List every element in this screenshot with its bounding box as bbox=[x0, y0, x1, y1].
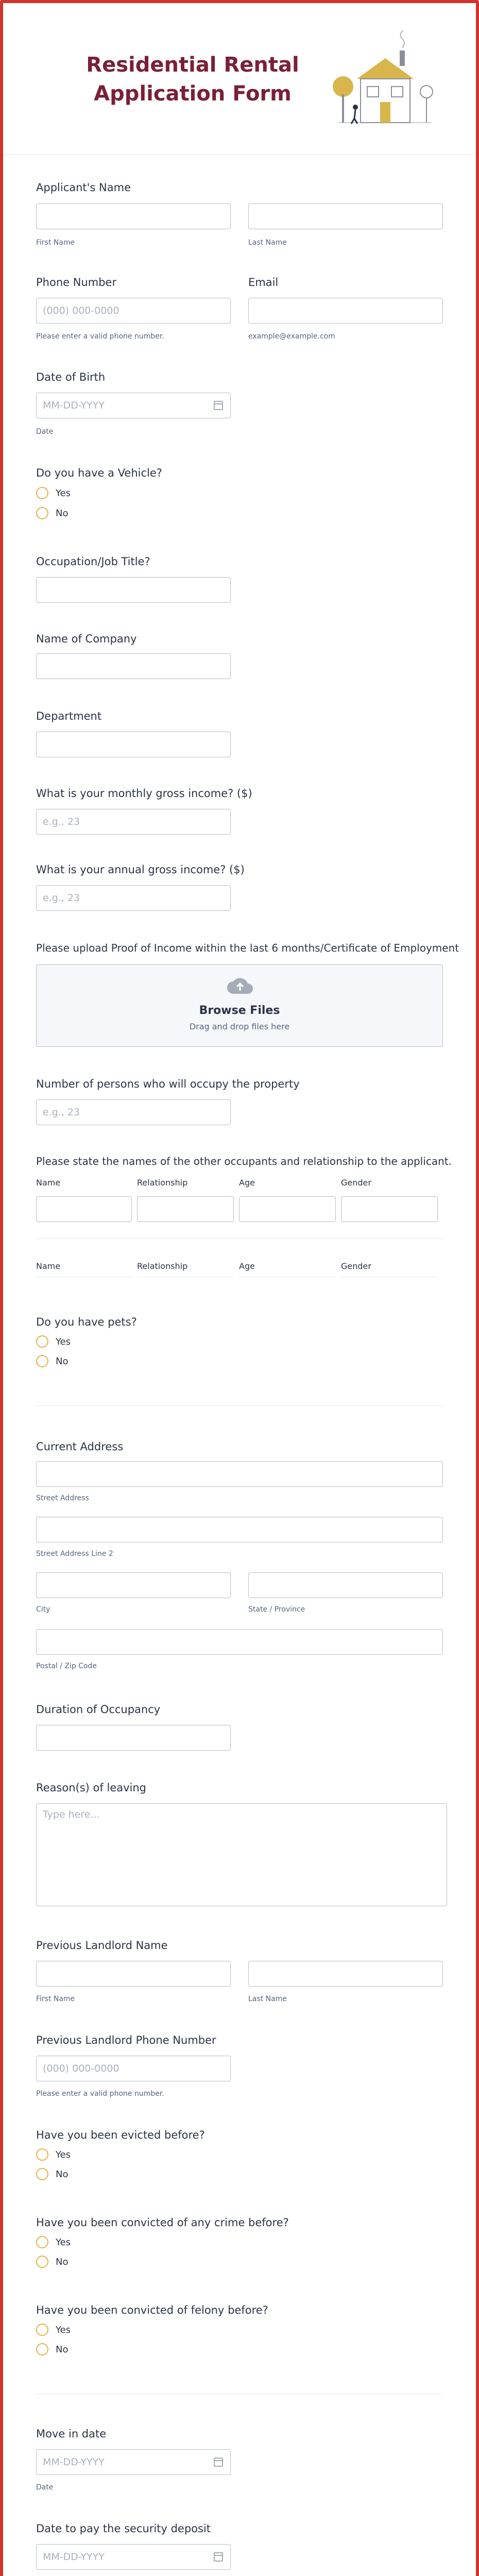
dob-input[interactable] bbox=[36, 393, 231, 418]
street-input[interactable] bbox=[36, 1461, 443, 1487]
radio-circle-icon bbox=[36, 2168, 48, 2180]
postal-sublabel: Postal / Zip Code bbox=[36, 1662, 97, 1670]
deposit-input[interactable] bbox=[36, 2544, 231, 2570]
radio-label: No bbox=[56, 507, 69, 519]
radio-circle-icon bbox=[36, 2324, 48, 2336]
felony-no-radio[interactable] bbox=[36, 2343, 68, 2355]
movein-label: Move in date bbox=[36, 2428, 107, 2440]
state-input[interactable] bbox=[248, 1572, 443, 1598]
dob-sublabel: Date bbox=[36, 428, 54, 436]
occupation-label: Occupation/Job Title? bbox=[36, 555, 150, 568]
radio-circle-icon bbox=[36, 507, 48, 519]
monthly-income-input[interactable]: e.g., 23 bbox=[36, 809, 231, 835]
landlord-phone-label: Previous Landlord Phone Number bbox=[36, 2034, 216, 2046]
evicted-yes-radio[interactable] bbox=[36, 2148, 71, 2161]
last-name-input[interactable] bbox=[248, 204, 443, 229]
reason-label: Reason(s) of leaving bbox=[36, 1782, 146, 1794]
landlord-last-sublabel: Last Name bbox=[248, 1995, 287, 2003]
calendar-icon[interactable] bbox=[214, 2458, 223, 2467]
radio-label: No bbox=[56, 2168, 69, 2180]
occupants-col-age-2: Age bbox=[239, 1261, 255, 1271]
radio-circle-icon bbox=[36, 1355, 48, 1367]
first-name-sublabel: First Name bbox=[36, 239, 75, 247]
reason-textarea[interactable]: Type here... bbox=[36, 1803, 447, 1906]
city-input[interactable] bbox=[36, 1572, 231, 1598]
radio-circle-icon bbox=[36, 1335, 48, 1348]
form-header bbox=[3, 3, 476, 155]
occupant-gender-input[interactable] bbox=[341, 1196, 438, 1222]
occupants-label: Please state the names of the other occupants and relationship to the applicant. bbox=[36, 1155, 452, 1167]
movein-sublabel: Date bbox=[36, 2483, 54, 2492]
radio-label: No bbox=[56, 2256, 69, 2267]
section-divider bbox=[36, 1405, 443, 1406]
company-input[interactable] bbox=[36, 653, 231, 679]
radio-label: Yes bbox=[56, 2149, 71, 2160]
radio-label: No bbox=[56, 2344, 69, 2355]
calendar-icon[interactable] bbox=[214, 401, 223, 410]
deposit-label: Date to pay the security deposit bbox=[36, 2522, 211, 2535]
dob-label: Date of Birth bbox=[36, 371, 106, 383]
duration-input[interactable] bbox=[36, 1725, 231, 1751]
persons-input[interactable]: e.g., 23 bbox=[36, 1099, 231, 1125]
occupant-age-input[interactable] bbox=[239, 1196, 336, 1222]
department-input[interactable] bbox=[36, 732, 231, 757]
email-input[interactable] bbox=[248, 298, 443, 324]
movein-placeholder: MM-DD-YYYY bbox=[43, 2456, 105, 2468]
radio-label: Yes bbox=[56, 2324, 71, 2335]
street-sublabel: Street Address bbox=[36, 1494, 89, 1502]
phone-label: Phone Number bbox=[36, 276, 117, 289]
radio-circle-icon bbox=[36, 2148, 48, 2161]
dob-placeholder: MM-DD-YYYY bbox=[43, 400, 105, 411]
state-sublabel: State / Province bbox=[248, 1605, 305, 1614]
convicted-no-radio[interactable] bbox=[36, 2256, 68, 2268]
cloud-upload-icon bbox=[226, 975, 254, 996]
convicted-label: Have you been convicted of any crime before? bbox=[36, 2216, 289, 2229]
landlord-phone-input[interactable]: (000) 000-0000 bbox=[36, 2056, 231, 2081]
pets-no-radio[interactable] bbox=[36, 1355, 68, 1367]
convicted-yes-radio[interactable] bbox=[36, 2236, 71, 2248]
occupation-input[interactable] bbox=[36, 577, 231, 603]
landlord-label: Previous Landlord Name bbox=[36, 1939, 168, 1952]
last-name-sublabel: Last Name bbox=[248, 239, 287, 247]
radio-circle-icon bbox=[36, 2343, 48, 2355]
radio-label: Yes bbox=[56, 487, 71, 499]
form-title: Residential Rental Application Form bbox=[86, 53, 299, 106]
occupants-col-name: Name bbox=[36, 1178, 61, 1188]
occupants-col-relationship-2: Relationship bbox=[137, 1261, 188, 1271]
landlord-last-input[interactable] bbox=[248, 1961, 443, 1987]
deposit-placeholder: MM-DD-YYYY bbox=[43, 2551, 105, 2563]
radio-label: Yes bbox=[56, 2236, 71, 2248]
occupants-col-gender: Gender bbox=[341, 1178, 371, 1188]
postal-input[interactable] bbox=[36, 1629, 443, 1655]
movein-input[interactable] bbox=[36, 2449, 231, 2475]
annual-income-input[interactable]: e.g., 23 bbox=[36, 885, 231, 911]
browse-files-text: Browse Files bbox=[199, 1004, 280, 1017]
calendar-icon[interactable] bbox=[214, 2552, 223, 2562]
email-label: Email bbox=[248, 276, 279, 289]
vehicle-label: Do you have a Vehicle? bbox=[36, 467, 162, 479]
upload-label: Please upload Proof of Income within the last 6 months/Certificate of Employment bbox=[36, 942, 459, 954]
evicted-label: Have you been evicted before? bbox=[36, 2129, 205, 2141]
department-label: Department bbox=[36, 710, 102, 722]
phone-sublabel: Please enter a valid phone number. bbox=[36, 332, 164, 341]
felony-yes-radio[interactable] bbox=[36, 2324, 71, 2336]
radio-circle-icon bbox=[36, 2256, 48, 2268]
duration-label: Duration of Occupancy bbox=[36, 1703, 161, 1716]
vehicle-no-radio[interactable] bbox=[36, 507, 68, 519]
pets-label: Do you have pets? bbox=[36, 1316, 137, 1328]
pets-yes-radio[interactable] bbox=[36, 1335, 71, 1348]
landlord-first-sublabel: First Name bbox=[36, 1995, 75, 2003]
email-sublabel: example@example.com bbox=[248, 332, 335, 341]
radio-label: No bbox=[56, 1355, 69, 1367]
house-illustration-icon bbox=[329, 30, 437, 128]
vehicle-yes-radio[interactable] bbox=[36, 487, 71, 499]
evicted-no-radio[interactable] bbox=[36, 2168, 68, 2180]
applicant-name-label: Applicant's Name bbox=[36, 181, 131, 194]
drag-drop-text: Drag and drop files here bbox=[189, 1022, 290, 1031]
street2-input[interactable] bbox=[36, 1517, 443, 1543]
occupants-col-relationship: Relationship bbox=[137, 1178, 188, 1188]
file-upload-area[interactable] bbox=[36, 964, 443, 1047]
occupants-col-age: Age bbox=[239, 1178, 255, 1188]
monthly-income-label: What is your monthly gross income? ($) bbox=[36, 787, 252, 800]
occupant-relationship-input[interactable] bbox=[137, 1196, 234, 1222]
first-name-input[interactable] bbox=[36, 204, 231, 229]
landlord-phone-sublabel: Please enter a valid phone number. bbox=[36, 2090, 164, 2098]
occupant-name-input[interactable] bbox=[36, 1196, 132, 1222]
persons-label: Number of persons who will occupy the property bbox=[36, 1078, 300, 1090]
felony-label: Have you been convicted of felony before? bbox=[36, 2304, 268, 2316]
occupants-col-gender-2: Gender bbox=[341, 1261, 371, 1271]
radio-circle-icon bbox=[36, 487, 48, 499]
company-label: Name of Company bbox=[36, 633, 137, 645]
landlord-first-input[interactable] bbox=[36, 1961, 231, 1987]
city-sublabel: City bbox=[36, 1605, 50, 1614]
radio-circle-icon bbox=[36, 2236, 48, 2248]
street2-sublabel: Street Address Line 2 bbox=[36, 1550, 113, 1558]
annual-income-label: What is your annual gross income? ($) bbox=[36, 863, 245, 876]
radio-label: Yes bbox=[56, 1336, 71, 1347]
address-label: Current Address bbox=[36, 1440, 124, 1453]
occupants-col-name-2: Name bbox=[36, 1261, 61, 1271]
phone-input[interactable]: (000) 000-0000 bbox=[36, 298, 231, 324]
